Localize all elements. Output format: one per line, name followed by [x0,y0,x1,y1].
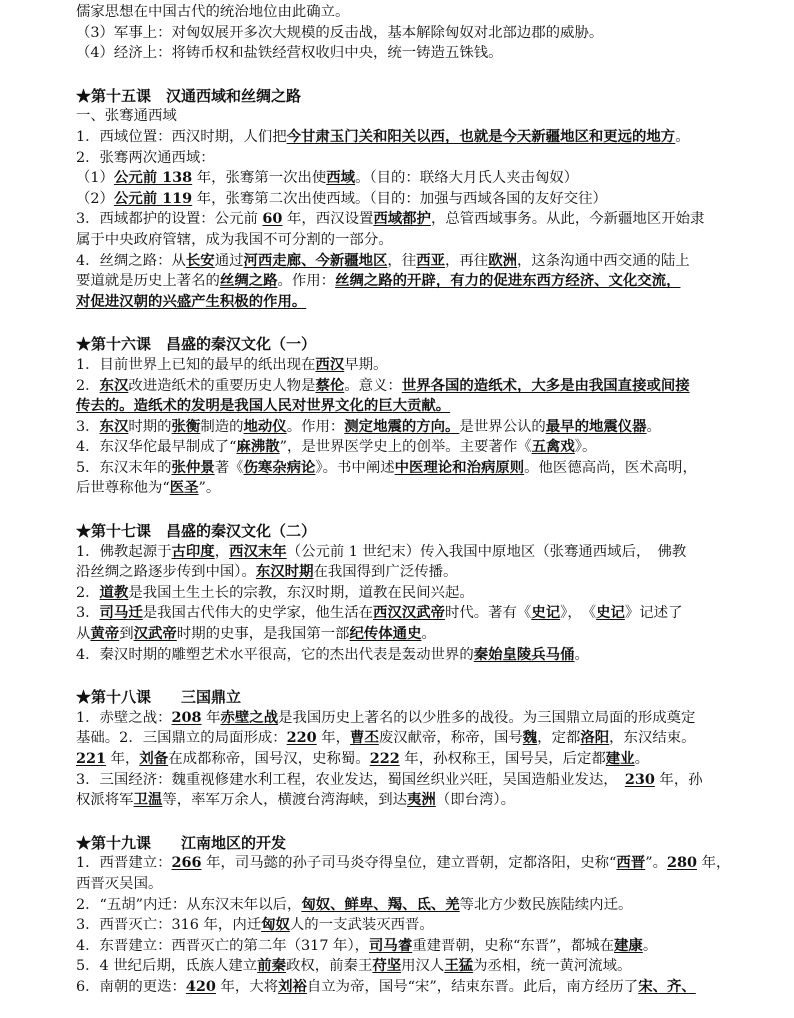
key-term: 匈奴、鲜卑、羯、氐、羌 [301,895,460,913]
key-term: 曹丕 [350,729,379,747]
text-line [76,749,772,770]
key-term: 蔡伦 [315,376,345,394]
text-run: 4．丝绸之路：从 [76,252,186,269]
text-run: （公元前 1 世纪末）传入我国中原地区（张骞通西域后， 佛教 [286,543,687,560]
text-run: 年，孙权称王，国号吴，后定都 [399,751,606,767]
key-term: 宋、齐、 [638,977,696,995]
key-term: 黄帝 [90,625,120,643]
text-run: 权派将军 [76,792,134,809]
key-term: 匈奴 [261,916,290,934]
text-run: 3．三国经济：魏重视修建水利工程，农业发达，蜀国丝织业兴旺，吴国造船业发达， [76,771,625,788]
text-line [76,292,772,313]
text-line [76,790,772,811]
key-term: 266 [171,854,202,872]
text-line [76,209,772,230]
key-term: 五禽戏 [531,438,575,456]
text-line [76,603,772,624]
text-run: 。作用： [277,273,336,290]
text-run: （1） [76,170,114,187]
text-run: 3． [76,605,100,622]
text-line [76,895,772,916]
text-run: （2） [76,190,114,207]
key-term: 测定地震的方向。 [344,417,460,435]
text-run: 年，张骞第二次出使西域。（目的：加强与西域各国的友好交往） [192,190,607,207]
text-line [76,23,772,44]
text-line [76,624,772,645]
text-run: 等，率军万余人，横渡台湾海峡，到达 [162,792,408,809]
text-run: 1．赤壁之战： [76,709,172,726]
lesson-heading [76,833,772,854]
text-run: 是我国古代伟大的史学家，他生活在 [142,605,373,622]
key-term: 丝绸之路的开辟，有力的促进东西方经济、文化交流， [335,272,681,290]
text-line [76,127,772,148]
text-line [76,437,772,458]
text-run: 改进造纸术的重要历史人物是 [128,377,316,394]
text-line [76,189,772,210]
text-line [76,148,772,169]
text-line [76,583,772,604]
key-term: 纪传体通史 [349,625,422,643]
text-run: 。 [634,751,649,767]
key-term: 长安 [185,251,215,269]
key-term: 230 [624,770,655,788]
text-run: 通过 [214,252,244,269]
text-line [76,230,772,251]
text-line [76,251,772,272]
text-run: ★第十五课 汉通西域和丝绸之路 [76,86,302,105]
text-run: 沿丝绸之路逐步传到中国）。 [76,564,256,581]
key-term: 古印度 [171,542,215,560]
key-term: 刘裕 [278,977,307,995]
text-run: 年，大将 [215,978,279,995]
key-term: 对促进汉朝的兴盛产生积极的作用。 [76,292,307,310]
text-run: 年， [697,855,731,872]
text-run: 是世界公认的 [459,418,546,435]
text-run: 是我国历史上著名的以少胜多的战役。为三国鼎立局面的形成奠定 [278,709,696,726]
text-run: 1．西晋建立： [76,855,172,872]
text-run: 年，孙 [654,771,703,788]
key-term: 传去的。造纸术的发明是我国人民对世界文化的巨大贡献。 [76,397,451,415]
key-term: 张衡 [171,417,201,435]
text-run: 1．佛教起源于 [76,543,172,560]
text-run: 2．“五胡”内迁：从东汉末年以后， [76,896,302,913]
text-run: 年， [316,730,351,747]
blank-line [76,665,772,685]
key-term: 西域都护 [373,210,431,228]
text-run: 1．西域位置：西汉时期，人们把 [76,128,287,145]
text-run: 4．东晋建立：西晋灭亡的第二年（317 年）， [76,937,370,954]
key-term: 280 [666,854,698,872]
key-term: 张仲景 [171,458,215,476]
text-line [76,168,772,189]
text-line [76,355,772,376]
key-term: 秦始皇陵兵马俑 [473,645,575,663]
text-run: ，总管西域事务。从此，今新疆地区开始隶 [430,211,705,228]
lesson-heading [76,86,772,107]
key-term: 60 [262,210,283,228]
key-term: 建业 [605,750,635,767]
key-term: 建康 [614,936,643,954]
text-run: 3． [76,418,100,435]
key-term: 道教 [99,583,129,601]
text-line [76,936,772,957]
text-line [76,853,772,874]
key-term: 夷洲 [407,791,436,809]
text-run: 4．秦汉时期的雕塑艺术水平很高，它的杰出代表是轰动世界的 [76,646,474,663]
key-term: 222 [369,750,400,767]
text-run: 5．东汉末年的 [76,459,172,476]
key-term: 221 [76,750,107,767]
key-term: 苻坚 [372,957,402,975]
text-run: 3．西域都护的设置：公元前 [76,211,263,228]
text-run: 。 [642,937,658,954]
text-run: 。作用： [286,418,345,435]
text-run: 时代。著有《 [444,605,532,622]
text-run: 到 [119,626,134,643]
key-term: 麻沸散 [236,438,280,456]
key-term: 前秦 [257,957,286,975]
lesson-heading [76,687,772,708]
text-run: 年，张骞第一次出使 [192,170,327,187]
key-term: 司马迁 [99,604,143,622]
text-run: 自立为帝，国号“宋”，结束东晋。此后，南方经历了 [306,978,639,995]
text-run: ★第十八课 三国鼎立 [76,688,242,707]
key-term: 西汉 [315,355,345,373]
text-line [76,542,772,563]
text-line [76,478,772,499]
text-run: 6．南朝的更迭： [76,978,186,995]
text-run: 在成都称帝，国号汉，史称蜀。 [168,751,370,767]
text-line [76,728,772,749]
document-body [76,2,772,998]
key-term: 洛阳 [580,729,610,747]
text-run: （即台湾）。 [435,792,515,809]
key-term: 史记 [596,604,625,622]
text-run: 。 [421,626,436,643]
text-line [76,417,772,438]
text-line [76,43,772,64]
text-run: 。意义： [344,377,402,394]
text-run: ，再往 [445,252,489,269]
text-run: 时期的史事，是我国第一部 [176,626,350,643]
key-term: 西域 [326,169,356,187]
text-line [76,106,772,127]
text-line [76,770,772,791]
text-run: 年，西汉设置 [282,211,374,228]
key-term: 中医理论和治病原则 [394,458,525,476]
text-run: 2． [76,584,100,601]
key-term: 医圣 [169,479,199,497]
text-run: 年 [201,709,221,726]
key-term: 史记 [531,604,561,622]
text-run: 为丞相，统一黄河流域。 [473,958,632,975]
key-term: 卫温 [133,791,163,809]
key-term: 刘备 [139,750,169,767]
text-run: 在我国得到广泛传播。 [313,564,458,581]
text-run: 一、张骞通西域 [76,108,177,125]
text-run: 》。书中阐述 [315,459,395,476]
key-term: 今甘肃玉门关和阳关以西，也就是今天新疆地区和更远的地方 [286,127,676,145]
text-run: 》记述了 [624,605,683,622]
text-run: ，东汉结束。 [609,730,696,747]
text-run: 1．目前世界上已知的最早的纸出现在 [76,356,316,373]
text-run: 时期的 [128,418,172,435]
text-run: 属于中央政府管辖，成为我国不可分割的一部分。 [76,231,393,248]
text-line [76,376,772,397]
key-term: 东汉时期 [255,563,314,581]
text-run: ”，是世界医学史上的创举。主要著作《 [279,439,532,456]
key-term: 世界各国的造纸术，大多是由我国直接或间接 [401,376,690,394]
text-run: 。 [646,418,661,435]
text-line [76,562,772,583]
blank-line [76,811,772,831]
text-line [76,271,772,292]
key-term: 东汉 [99,376,129,394]
lesson-heading [76,334,772,355]
key-term: 汉武帝 [133,625,177,643]
text-run: （3）军事上：对匈奴展开多次大规模的反击战，基本解除匈奴对北部边郡的威胁。 [76,24,604,41]
text-run: 。（目的：联络大月氏人夹击匈奴） [355,170,579,187]
text-run: 著《 [214,459,244,476]
text-run: 。他医德高尚，医术高明， [524,459,697,476]
text-run: ”。 [645,855,667,872]
text-run: 2． [76,377,100,394]
text-run: ”。 [198,480,221,497]
key-term: 地动仪 [243,417,287,435]
text-run: 儒家思想在中国古代的统治地位由此确立。 [76,4,350,20]
text-line [76,396,772,417]
key-term: 欧洲 [488,251,517,269]
text-run: 后世尊称他为“ [76,480,170,497]
text-run: 4．东汉华佗最早制成了“ [76,439,237,456]
key-term: 河西走廊、今新疆地区 [243,251,388,269]
lesson-heading [76,521,772,542]
text-run: 年，司马懿的孙子司马炎夺得皇位，建立晋朝，定都洛阳，史称“ [201,855,617,872]
text-run: 年， [106,751,140,767]
text-run: 。 [675,128,690,145]
text-run: 2．张骞两次通西域： [76,149,215,166]
text-run: 要道就是历史上著名的 [76,273,220,290]
key-term: 420 [185,977,216,995]
text-run: 西晋灭吴国。 [76,875,163,892]
text-run: 早期。 [344,356,388,373]
blank-line [76,312,772,332]
key-term: 208 [171,708,202,726]
text-run: 基础。2．三国鼎立的局面形成： [76,730,287,747]
key-term: 公元前 138 [113,169,193,187]
key-term: 王猛 [444,957,474,975]
text-line [76,915,772,936]
text-run: 》。 [574,439,597,456]
key-term: 西晋 [616,854,646,872]
text-run: 政权，前秦王 [285,958,373,975]
text-run: ★第十六课 昌盛的秦汉文化（一） [76,335,317,354]
text-run: ，定都 [537,730,581,747]
text-run: 重建晋朝，史称“东晋”，都城在 [412,937,615,954]
key-term: 西汉汉武帝 [373,604,445,622]
key-term: 西亚 [416,251,446,269]
text-run: ★第十九课 江南地区的开发 [76,833,287,852]
blank-line [76,499,772,519]
text-line [76,708,772,729]
text-run: ，这条沟通中西交通的陆上 [517,252,690,269]
text-run: 是我国土生土长的宗教，东汉时期，道教在民间兴起。 [128,584,474,601]
key-term: 最早的地震仪器 [545,417,647,435]
key-term: 司马睿 [369,936,413,954]
text-line [76,2,772,23]
key-term: 东汉 [99,417,129,435]
text-run: ， [214,543,230,560]
text-line [76,874,772,895]
text-run: 人的一支武装灭西晋。 [289,917,434,934]
key-term: 西汉末年 [229,542,287,560]
text-run: ★第十七课 昌盛的秦汉文化（二） [76,522,317,541]
key-term: 丝绸之路 [219,272,278,290]
text-line [76,645,772,666]
blank-line [76,64,772,84]
text-run: 制造的 [200,418,244,435]
text-run: 3．西晋灭亡：316 年，内迁 [76,917,262,934]
text-run: 用汉人 [401,958,445,975]
key-term: 赤壁之战 [220,708,279,726]
key-term: 伤寒杂病论 [243,458,316,476]
key-term: 220 [286,729,317,747]
text-run: 。 [574,646,589,663]
text-line [76,956,772,977]
key-term: 公元前 119 [113,189,193,207]
text-run: 从 [76,626,91,643]
text-run: 》， 《 [560,605,597,622]
text-run: 废汉献帝，称帝，国号 [378,730,523,747]
text-line [76,458,772,479]
text-run: ，往 [387,252,417,269]
text-line [76,977,772,998]
key-term: 魏 [522,729,538,747]
text-run: 等北方少数民族陆续内迁。 [459,896,633,913]
text-run: 5．4 世纪后期，氐族人建立 [76,958,258,975]
text-run: （4）经济上：将铸币权和盐铁经营权收归中央，统一铸造五铢钱。 [76,45,503,62]
